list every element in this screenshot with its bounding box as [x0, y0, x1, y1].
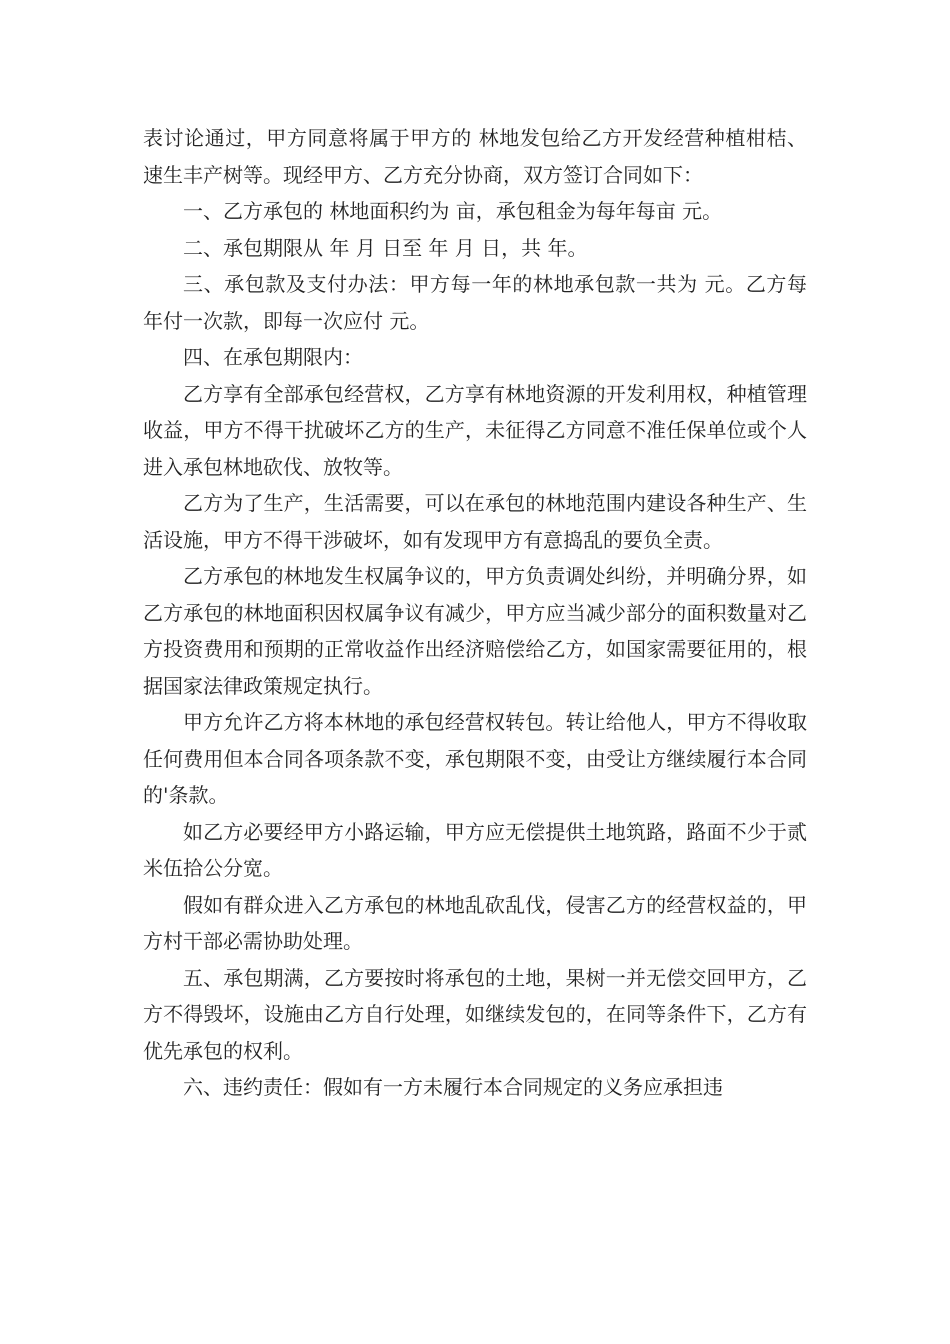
paragraph-clause-4-item: 乙方为了生产，生活需要，可以在承包的林地范围内建设各种生产、生活设施，甲方不得干涉破坏，如有发现甲方有意捣乱的要负全责。: [143, 491, 807, 552]
paragraph-clause-4-item: 假如有群众进入乙方承包的林地乱砍乱伐，侵害乙方的经营权益的，甲方村干部必需协助处理。: [143, 892, 807, 953]
paragraph-intro: 表讨论通过，甲方同意将属于甲方的 林地发包给乙方开发经营种植柑桔、速生丰产树等。现经甲方、乙方充分协商，双方签订合同如下：: [143, 126, 807, 187]
paragraph-clause-2: 二、承包期限从 年 月 日至 年 月 日，共 年。: [183, 235, 588, 260]
paragraph-clause-1: 一、乙方承包的 林地面积约为 亩，承包租金为每年每亩 元。: [183, 199, 723, 223]
paragraph-clause-6: 六、违约责任：假如有一方未履行本合同规定的义务应承担违: [183, 1075, 723, 1099]
paragraph-clause-4-item: 如乙方必要经甲方小路运输，甲方应无偿提供土地筑路，路面不少于贰米伍拾公分宽。: [143, 819, 807, 880]
paragraph-clause-4-item: 乙方承包的林地发生权属争议的，甲方负责调处纠纷，并明确分界，如乙方承包的林地面积因权属争议有减少，甲方应当减少部分的面积数量对乙方投资费用和预期的正常收益作出经济赔偿给乙方，如国家需要征用的，根据国家法律政策规定执行。: [143, 564, 807, 698]
paragraph-clause-4-item: 甲方允许乙方将本林地的承包经营权转包。转让给他人，甲方不得收取任何费用但本合同各项条款不变，承包期限不变，由受让方继续履行本合同的'条款。: [143, 710, 807, 807]
contract-body: [143, 120, 807, 1106]
paragraph-clause-4: 四、在承包期限内：: [183, 345, 363, 369]
paragraph-clause-3: 三、承包款及支付办法：甲方每一年的林地承包款一共为 元。乙方每 年付一次款，即每一次应付 元。: [143, 272, 807, 333]
paragraph-clause-4-item: 乙方享有全部承包经营权，乙方享有林地资源的开发利用权，种植管理收益，甲方不得干扰破坏乙方的生产，未征得乙方同意不准任保单位或个人进入承包林地砍伐、放牧等。: [143, 381, 807, 479]
paragraph-clause-5: 五、承包期满，乙方要按时将承包的土地，果树一并无偿交回甲方，乙方不得毁坏，设施由乙方自行处理，如继续发包的，在同等条件下，乙方有优先承包的权利。: [143, 965, 807, 1063]
